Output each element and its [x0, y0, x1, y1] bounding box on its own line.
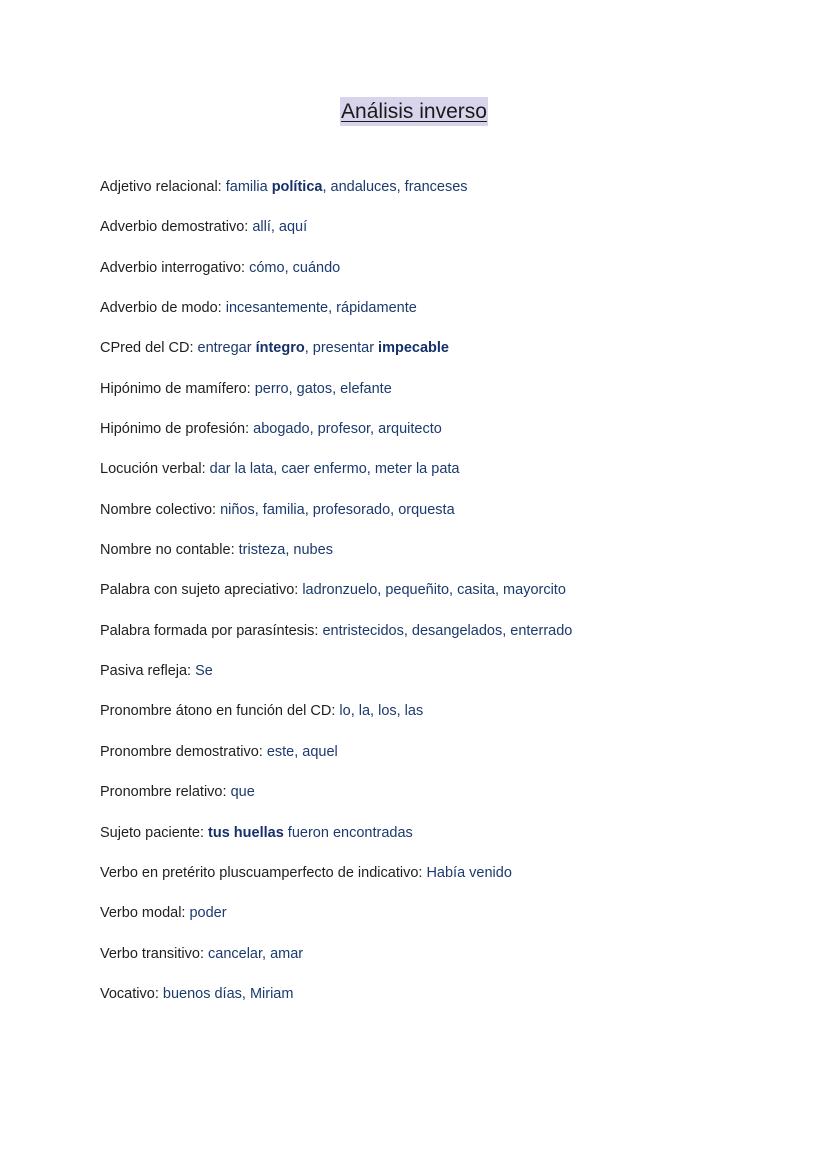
entry-examples [267, 744, 338, 760]
entry-label: Locución verbal: [100, 461, 206, 478]
example-text: tristeza, nubes [238, 542, 333, 559]
entry-label: Vocativo: [100, 985, 159, 1002]
entry-examples [189, 905, 226, 921]
entry-label: CPred del CD: [100, 340, 194, 357]
entry-label: Adjetivo relacional: [100, 179, 222, 195]
list-item [100, 741, 800, 781]
entry-label: Pasiva refleja: [100, 663, 192, 680]
list-item [100, 257, 800, 297]
entry-examples [239, 542, 333, 558]
list-item [100, 620, 800, 660]
entry-label: Pronombre demostrativo: [100, 743, 263, 760]
entry-examples [426, 865, 511, 881]
entry-label: Verbo en pretérito pluscuamperfecto de indicativo: [100, 864, 423, 881]
example-text: que [230, 784, 255, 801]
entry-label: Hipónimo de mamífero: [100, 380, 251, 397]
list-item [100, 781, 800, 821]
entry-label: Pronombre relativo: [100, 784, 227, 801]
entries-list [100, 176, 800, 1023]
list-item [100, 297, 800, 337]
entry-examples [208, 825, 413, 841]
entry-examples [226, 300, 417, 316]
entry-label: Adverbio demostrativo: [100, 219, 249, 236]
example-text: fueron encontradas [283, 824, 413, 841]
entry-examples [302, 582, 566, 598]
entry-examples [231, 784, 255, 800]
list-item [100, 700, 800, 740]
entry-label: Nombre colectivo: [100, 501, 217, 518]
list-item [100, 902, 800, 942]
list-item [100, 579, 800, 619]
list-item [100, 943, 800, 983]
list-item [100, 176, 800, 216]
entry-label: Verbo modal: [100, 905, 186, 922]
list-item [100, 660, 800, 700]
list-item [100, 822, 800, 862]
example-text: Había venido [426, 864, 512, 881]
example-highlight: política [271, 179, 323, 195]
example-text: lo, la, los, las [339, 703, 424, 720]
example-text: entregar [197, 340, 256, 357]
example-text: ladronzuelo, pequeñito, casita, mayorcito [302, 582, 566, 599]
entry-examples [253, 421, 442, 437]
entry-label: Nombre no contable: [100, 542, 235, 559]
example-text: poder [189, 905, 227, 922]
entry-label: Sujeto paciente: [100, 824, 204, 841]
list-item [100, 337, 800, 377]
entry-examples [195, 663, 213, 679]
entry-examples [255, 381, 392, 397]
list-item [100, 983, 800, 1023]
list-item [100, 216, 800, 256]
entry-examples [208, 946, 303, 962]
entry-examples [249, 260, 340, 276]
example-highlight: tus huellas [208, 824, 284, 841]
list-item [100, 539, 800, 579]
example-text: , presentar [304, 340, 379, 357]
entry-label: Hipónimo de profesión: [100, 421, 250, 438]
entry-examples [220, 502, 455, 518]
list-item [100, 458, 800, 498]
entry-examples [163, 986, 294, 1002]
title-container [0, 97, 828, 126]
list-item [100, 862, 800, 902]
entry-examples [322, 623, 572, 639]
example-text: este, aquel [266, 743, 338, 760]
example-text: allí, aquí [252, 219, 308, 236]
entry-label: Verbo transitivo: [100, 945, 204, 962]
list-item [100, 418, 800, 458]
entry-examples [226, 179, 468, 195]
list-item [100, 499, 800, 539]
example-text: perro, gatos, elefante [254, 380, 392, 397]
example-text: abogado, profesor, arquitecto [253, 421, 442, 438]
entry-examples [210, 461, 460, 477]
entry-label: Palabra con sujeto apreciativo: [100, 582, 299, 599]
example-text: niños, familia, profesorado, orquesta [220, 501, 455, 518]
entry-label: Pronombre átono en función del CD: [100, 703, 336, 720]
example-text: cancelar, amar [208, 945, 304, 962]
entry-label: Adverbio de modo: [100, 300, 222, 317]
example-text: incesantemente, rápidamente [225, 300, 417, 317]
list-item [100, 378, 800, 418]
entry-examples [339, 703, 423, 719]
entry-label: Palabra formada por parasíntesis: [100, 622, 319, 639]
example-highlight: íntegro [255, 340, 305, 357]
entry-examples [252, 219, 307, 235]
example-highlight: impecable [378, 340, 449, 357]
example-text: familia [225, 179, 272, 195]
example-text: , andaluces, franceses [322, 179, 468, 195]
example-text: Se [195, 663, 213, 680]
example-text: cómo, cuándo [249, 259, 341, 276]
example-text: buenos días, Miriam [162, 985, 294, 1002]
entry-label: Adverbio interrogativo: [100, 259, 246, 276]
page-title: Análisis inverso [340, 97, 488, 126]
example-text: entristecidos, desangelados, enterrado [322, 622, 573, 639]
example-text: dar la lata, caer enfermo, meter la pata [209, 461, 460, 478]
entry-examples [198, 340, 449, 356]
